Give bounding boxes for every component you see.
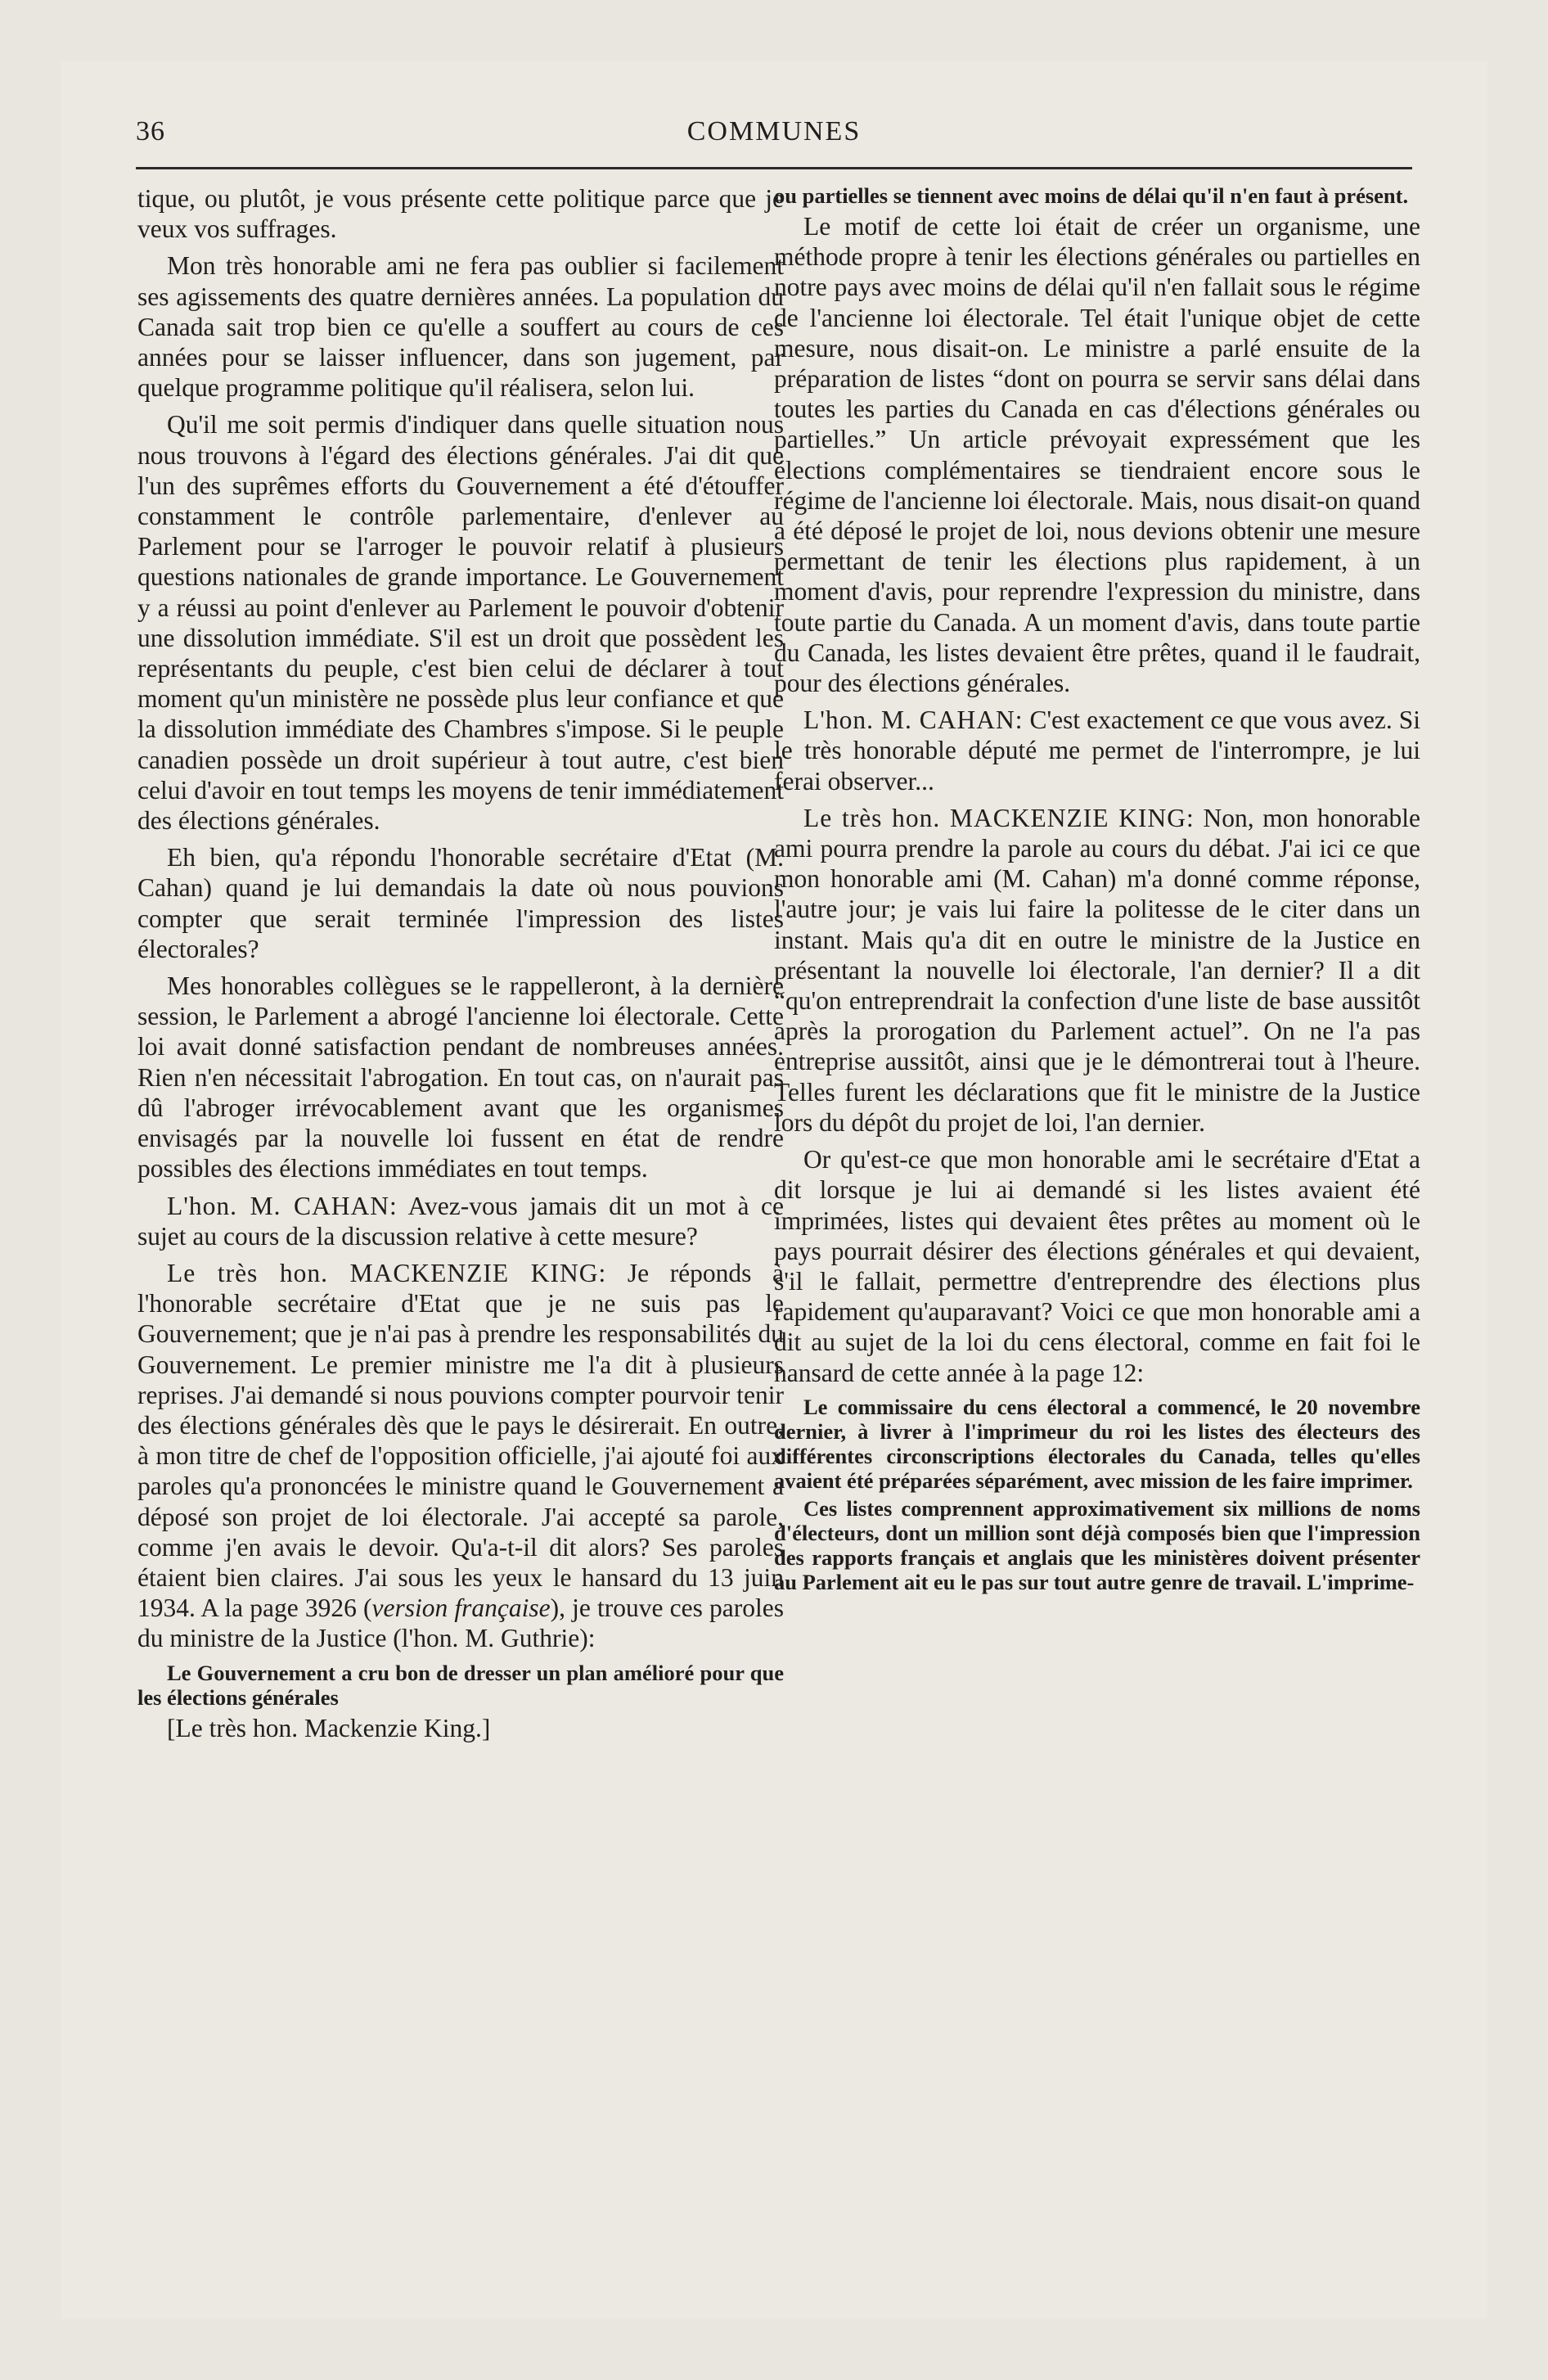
header-rule — [136, 167, 1412, 169]
speech-paragraph — [774, 705, 1420, 796]
block-quote-continuation: ou partielles se tiennent avec moins de délai qu'il n'en faut à présent. — [774, 183, 1409, 208]
speaker-name: L'hon. M. CAHAN: — [167, 1191, 398, 1220]
speech-text: Non, mon honorable ami pourra prendre la parole au cours du débat. J'ai ici ce que mon honorable ami (M. Cahan) m'a donné comme réponse, l'autre jour; je vais lui faire la politesse de le citer dans un instant. Mais qu'a dit en outre le ministre de la Justice en présentant la nouvelle loi électorale, l'an dernier? Il a dit “qu'on entreprendrait la confection d'une liste de base aussitôt après la prorogation du Parlement actuel”. On ne l'a pas entreprise aussitôt, ainsi que je le démontrerai tout à l'heure. Telles furent les déclarations que fit le ministre de la Justice lors du dépôt du projet de loi, l'an dernier. — [774, 803, 1420, 1137]
italic-text: version française — [371, 1593, 551, 1623]
right-column — [774, 183, 1420, 1598]
speech-text: Je réponds à l'honorable secrétaire d'Etat que je ne suis pas le Gouvernement; que je n'ai pas à prendre les responsabilités du Gouvernement. Le premier ministre me l'a dit à plusieurs reprises. J'ai demandé si nous pouvions compter pourvoir tenir des élections générales dès que le pays le désirerait. En outre, à mon titre de chef de l'opposition officielle, j'ai ajouté foi aux paroles qu'a prononcées le ministre quand le Gouvernement a déposé son projet de loi électorale. J'ai accepté sa parole, comme j'en avais le devoir. Qu'a-t-il dit alors? Ses paroles étaient bien claires. J'ai sous les yeux le hansard du 13 juin 1934. A la page 3926 ( — [137, 1258, 785, 1623]
page — [61, 61, 1487, 2319]
paragraph: Or qu'est-ce que mon honorable ami le secrétaire d'Etat a dit lorsque je lui ai demandé si les listes avaient été imprimées, listes qui devaient êtes prêtes au moment où le pays pourrait désirer des élections générales et qui devaient, s'il le fallait, permettre d'entreprendre des élections plus rapidement qu'auparavant? Voici ce que mon honorable ami a dit au sujet de la loi du cens électoral, comme en fait foi le hansard de cette année à la page 12: — [774, 1145, 1420, 1387]
speech-text: ), je trouve ces paroles du ministre de la Justice (l'hon. M. Guthrie): — [137, 1593, 784, 1653]
paragraph: Eh bien, qu'a répondu l'honorable secrétaire d'Etat (M. Cahan) quand je lui demandais la date où nous pouvions compter que serait terminée l'impression des listes électorales? — [137, 843, 784, 963]
attribution: [Le très hon. Mackenzie King.] — [167, 1713, 491, 1742]
block-quote: Le Gouvernement a cru bon de dresser un plan amélioré pour que les élections générales — [137, 1660, 784, 1710]
speaker-name: Le très hon. MACKENZIE KING: — [167, 1258, 607, 1287]
left-column — [137, 183, 784, 1750]
speaker-name: Le très hon. MACKENZIE KING: — [803, 803, 1195, 832]
page-number: 36 — [136, 116, 165, 146]
paragraph: Le motif de cette loi était de créer un organisme, une méthode propre à tenir les élections générales ou partielles en notre pays avec moins de délai qu'il n'en fallait sous le régime de l'ancienne loi électorale. Tel était l'unique objet de cette mesure, nous disait-on. Le ministre a parlé ensuite de la préparation de listes “dont on pourra se servir sans délai dans toutes les parties du Canada en cas d'élections générales ou partielles.” Un article prévoyait expressément que les élections complémentaires se tiendraient encore sous le régime de l'ancienne loi électorale. Mais, nous disait-on quand a été déposé le projet de loi, nous devions obtenir une mesure permettant de tenir les élections plus rapidement, à un moment d'avis, pour reprendre l'expression du ministre, dans toute partie du Canada. A un moment d'avis, dans toute partie du Canada, les listes devaient être prêtes, quand il le faudrait, pour des élections générales. — [774, 212, 1420, 698]
paragraph: Qu'il me soit permis d'indiquer dans quelle situation nous nous trouvons à l'égard des élections générales. J'ai dit que l'un des suprêmes efforts du Gouvernement a été d'étouffer constamment le contrôle parlementaire, d'enlever au Parlement pour se l'arroger le pouvoir relatif à plusieurs questions nationales de grande importance. Le Gouvernement y a réussi au point d'enlever au Parlement le pouvoir d'obtenir une dissolution immédiate. S'il est un droit que possèdent les représentants du peuple, c'est bien celui de déclarer à tout moment qu'un ministère ne possède plus leur confiance et que la dissolution immédiate des Chambres s'impose. Si le peuple canadien possède un droit supérieur à tout autre, c'est bien celui d'avoir en tout temps les moyens de tenir immédiatement des élections générales. — [137, 410, 784, 836]
speech-paragraph — [137, 1258, 784, 1654]
speech-paragraph — [137, 1191, 784, 1251]
paragraph: Mes honorables collègues se le rappelleront, à la dernière session, le Parlement a abrogé l'ancienne loi électorale. Cette loi avait donné satisfaction pendant de nombreuses années. Rien n'en nécessitait l'abrogation. En tout cas, on n'aurait pas dû l'abroger irrévocablement avant que les organismes envisagés par la nouvelle loi fussent en état de rendre possibles des élections immédiates en tout temps. — [137, 971, 784, 1183]
speaker-name: L'hon. M. CAHAN: — [803, 705, 1024, 735]
speech-text: C'est exactement ce que vous avez. Si le très honorable député me permet de l'interrompre, je lui ferai observer... — [774, 705, 1420, 796]
block-quote: Ces listes comprennent approximativement six millions de noms d'électeurs, dont un million sont déjà composés bien que l'impression des rapports français et anglais que les ministères doivent présenter au Parlement ait eu le pas sur tout autre genre de travail. L'imprime- — [774, 1495, 1420, 1594]
paragraph: Mon très honorable ami ne fera pas oublier si facilement ses agissements des quatre dernières années. La population du Canada sait trop bien ce qu'elle a souffert au cours de ces années pour se laisser influencer, dans son jugement, par quelque programme politique qu'il réalisera, selon lui. — [137, 251, 784, 403]
block-quote: Le commissaire du cens électoral a commencé, le 20 novembre dernier, à livrer à l'imprimeur du roi les listes des électeurs des différentes circonscriptions électorales du Canada, telles qu'elles avaient été préparées séparément, avec mission de les faire imprimer. — [774, 1394, 1420, 1493]
paragraph: tique, ou plutôt, je vous présente cette politique parce que je veux vos suffrages. — [137, 184, 784, 244]
speech-paragraph — [774, 803, 1420, 1138]
running-head: COMMUNES — [686, 116, 862, 146]
speech-text: Avez-vous jamais dit un mot à ce sujet au cours de la discussion relative à cette mesure? — [137, 1191, 784, 1251]
